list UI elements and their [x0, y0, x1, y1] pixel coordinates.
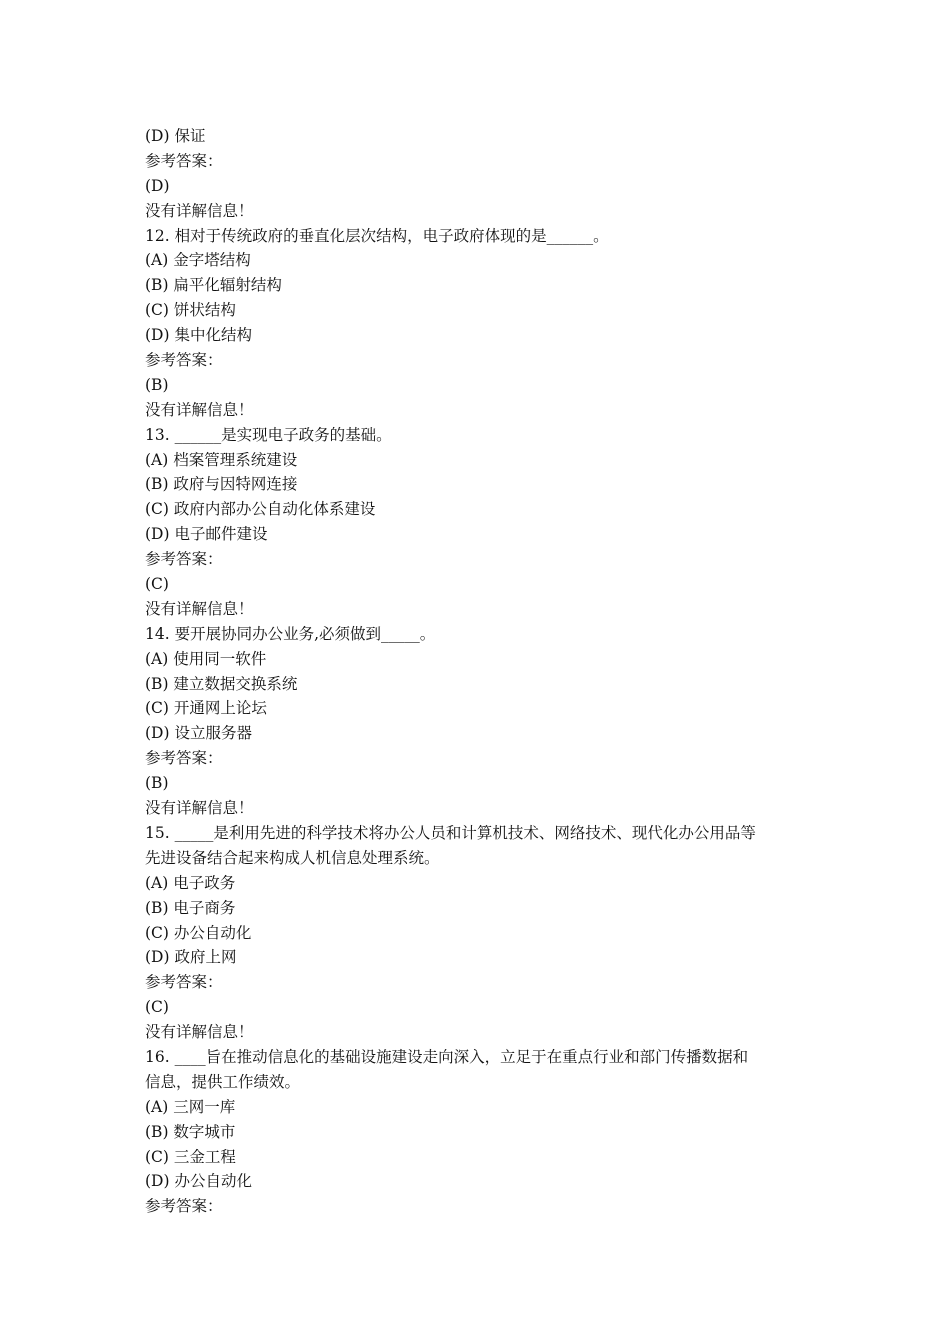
question-14: 14. 要开展协同办公业务,必须做到_____。	[145, 624, 436, 643]
option-b: (B) 扁平化辐射结构	[145, 276, 282, 295]
answer-value: (D)	[145, 176, 170, 195]
question-16-line-1: 16. ____旨在推动信息化的基础设施建设走向深入，立足于在重点行业和部门传播数据和	[145, 1047, 749, 1066]
option-a: (A) 使用同一软件	[145, 649, 267, 668]
option-c: (C) 三金工程	[145, 1147, 236, 1166]
question-12: 12. 相对于传统政府的垂直化层次结构，电子政府体现的是______。	[145, 226, 609, 245]
answer-value: (B)	[145, 375, 169, 394]
no-detail-note: 没有详解信息！	[145, 201, 254, 220]
option-d: (D) 电子邮件建设	[145, 525, 268, 544]
option-b: (B) 数字城市	[145, 1122, 236, 1141]
answer-label: 参考答案：	[145, 1197, 223, 1216]
option-d: (D) 保证	[145, 127, 206, 145]
answer-label: 参考答案：	[145, 973, 223, 992]
no-detail-note: 没有详解信息！	[145, 799, 254, 818]
answer-label: 参考答案：	[145, 351, 223, 370]
option-c: (C) 政府内部办公自动化体系建设	[145, 500, 376, 519]
option-b: (B) 政府与因特网连接	[145, 475, 298, 494]
option-a: (A) 金字塔结构	[145, 251, 251, 270]
option-d: (D) 政府上网	[145, 948, 237, 967]
option-c: (C) 办公自动化	[145, 923, 252, 942]
no-detail-note: 没有详解信息！	[145, 1023, 254, 1042]
answer-value: (B)	[145, 774, 169, 793]
answer-value: (C)	[145, 998, 169, 1017]
option-b: (B) 建立数据交换系统	[145, 674, 298, 693]
option-d: (D) 设立服务器	[145, 724, 252, 743]
option-a: (A) 三网一库	[145, 1097, 236, 1116]
option-a: (A) 电子政务	[145, 873, 236, 892]
question-16-line-2: 信息，提供工作绩效。	[145, 1072, 301, 1091]
no-detail-note: 没有详解信息！	[145, 599, 254, 618]
option-c: (C) 饼状结构	[145, 301, 236, 320]
question-13: 13. ______是实现电子政务的基础。	[145, 425, 392, 444]
no-detail-note: 没有详解信息！	[145, 400, 254, 419]
answer-label: 参考答案：	[145, 749, 223, 768]
question-15-line-1: 15. _____是利用先进的科学技术将办公人员和计算机技术、网络技术、现代化办公用品等	[145, 823, 756, 842]
option-d: (D) 集中化结构	[145, 326, 252, 345]
answer-label: 参考答案：	[145, 550, 223, 569]
answer-value: (C)	[145, 575, 169, 594]
option-c: (C) 开通网上论坛	[145, 699, 267, 718]
option-d: (D) 办公自动化	[145, 1172, 252, 1191]
option-a: (A) 档案管理系统建设	[145, 450, 298, 469]
document-body	[145, 124, 815, 1219]
answer-label: 参考答案：	[145, 151, 223, 170]
option-b: (B) 电子商务	[145, 898, 236, 917]
question-15-line-2: 先进设备结合起来构成人机信息处理系统。	[145, 848, 440, 867]
